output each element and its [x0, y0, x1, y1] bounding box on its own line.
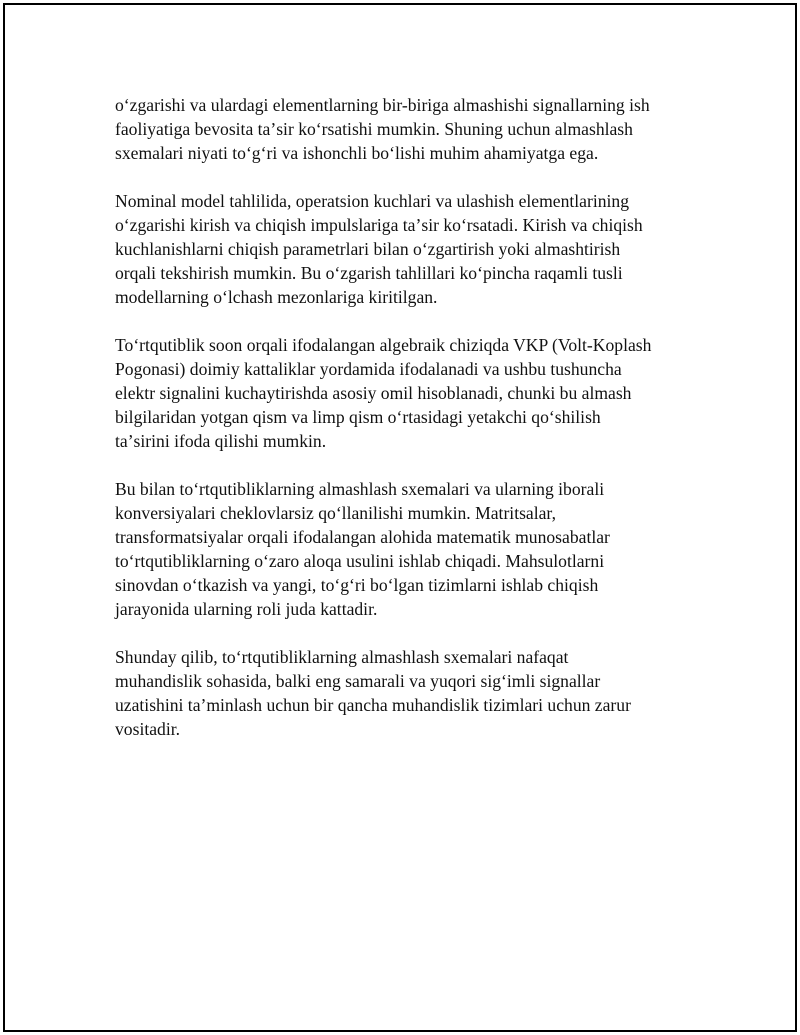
text-line: Pogonasi) doimiy kattaliklar yordamida ifodalanadi va ushbu tushuncha [115, 359, 622, 379]
text-line: kuchlanishlarni chiqish parametrlari bilan oʻzgartirish yoki almashtirish [115, 239, 621, 259]
text-line: toʻrtqutibliklarning oʻzaro aloqa usulini ishlab chiqadi. Mahsulotlarni [115, 551, 605, 571]
text-line: orqali tekshirish mumkin. Bu oʻzgarish tahlillari koʻpincha raqamli tusli [115, 263, 623, 283]
paragraph-1 [115, 93, 705, 165]
document-body [115, 93, 705, 765]
paragraph-3 [115, 333, 705, 453]
text-line: faoliyatiga bevosita taʼsir koʻrsatishi mumkin. Shuning uchun almashlash [115, 119, 633, 139]
text-line: oʻzgarishi kirish va chiqish impulslariga taʼsir koʻrsatadi. Kirish va chiqish [115, 215, 643, 235]
paragraph-4 [115, 477, 705, 621]
text-line: transformatsiyalar orqali ifodalangan alohida matematik munosabatlar [115, 527, 610, 547]
text-line: Nominal model tahlilida, operatsion kuchlari va ulashish elementlarining [115, 191, 629, 211]
text-line: konversiyalari cheklovlarsiz qoʻllanilishi mumkin. Matritsalar, [115, 503, 556, 523]
paragraph-5 [115, 645, 705, 741]
text-line: Bu bilan toʻrtqutibliklarning almashlash sxemalari va ularning iborali [115, 479, 605, 499]
text-line: Toʻrtqutiblik soon orqali ifodalangan algebraik chiziqda VKP (Volt-Koplash [115, 335, 652, 355]
paragraph-2 [115, 189, 705, 309]
text-line: muhandislik sohasida, balki eng samarali va yuqori sigʻimli signallar [115, 671, 601, 691]
text-line: oʻzgarishi va ulardagi elementlarning bir-biriga almashishi signallarning ish [115, 95, 650, 115]
text-line: jarayonida ularning roli juda kattadir. [115, 599, 378, 619]
text-line: sinovdan oʻtkazish va yangi, toʻgʻri boʻlgan tizimlarni ishlab chiqish [115, 575, 599, 595]
text-line: vositadir. [115, 719, 180, 739]
text-line: Shunday qilib, toʻrtqutibliklarning almashlash sxemalari nafaqat [115, 647, 569, 667]
text-line: sxemalari niyati toʻgʻri va ishonchli boʻlishi muhim ahamiyatga ega. [115, 143, 599, 163]
text-line: elektr signalini kuchaytirishda asosiy omil hisoblanadi, chunki bu almash [115, 383, 632, 403]
text-line: modellarning oʻlchash mezonlariga kiritilgan. [115, 287, 438, 307]
text-line: taʼsirini ifoda qilishi mumkin. [115, 431, 327, 451]
text-line: uzatishini taʼminlash uchun bir qancha muhandislik tizimlari uchun zarur [115, 695, 631, 715]
text-line: bilgilaridan yotgan qism va limp qism oʻrtasidagi yetakchi qoʻshilish [115, 407, 601, 427]
